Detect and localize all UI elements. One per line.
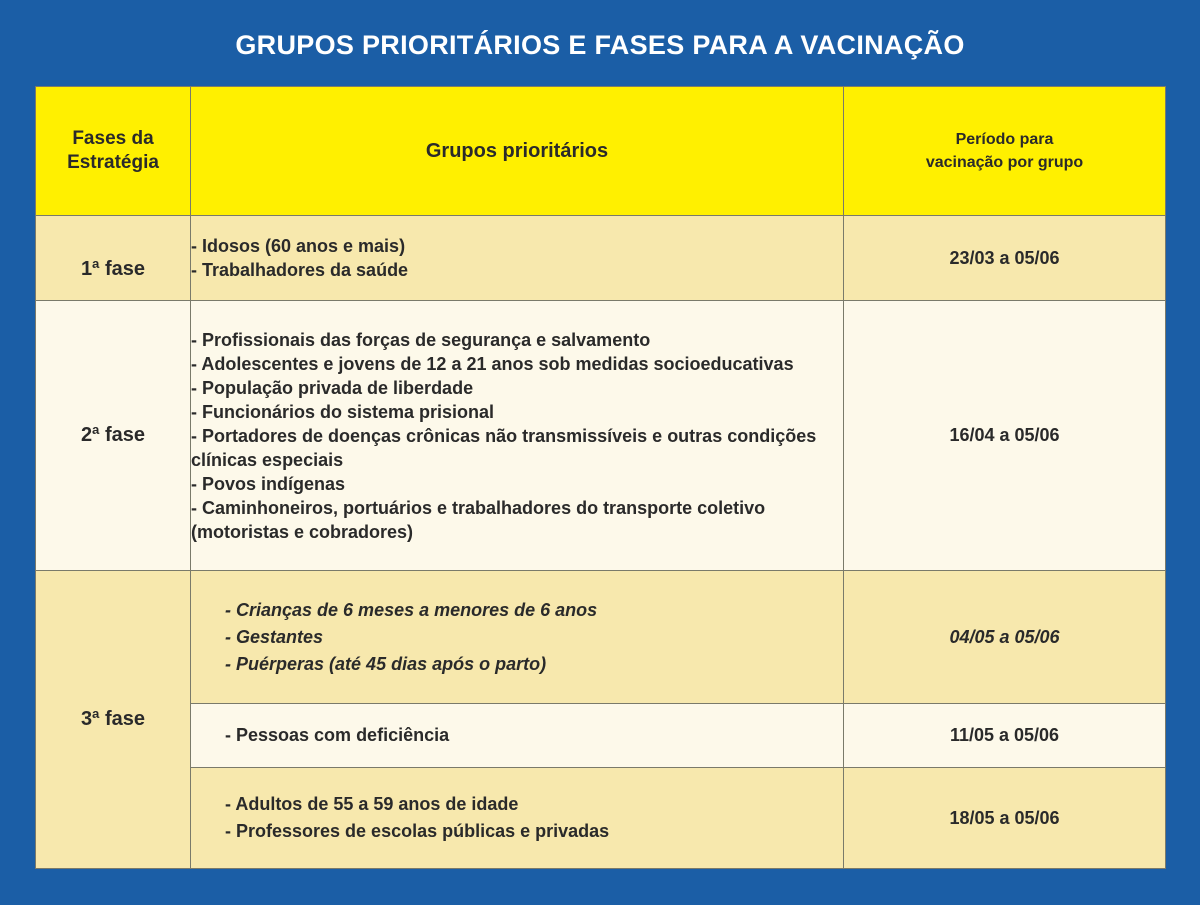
groups-cell [191, 768, 844, 869]
group-item: - Puérperas (até 45 dias após o parto) [225, 653, 547, 674]
page-title: GRUPOS PRIORITÁRIOS E FASES PARA A VACINAÇÃO [235, 30, 965, 60]
table-row-fase2 [36, 301, 1166, 571]
header-phase-line2: Estratégia [67, 152, 159, 173]
period-cell: 23/03 a 05/06 [844, 216, 1166, 301]
groups-cell [191, 571, 844, 704]
header-row [36, 87, 1166, 216]
table-row-fase3b [36, 704, 1166, 768]
group-item: - Adolescentes e jovens de 12 a 21 anos sob medidas socioeducativas [191, 353, 794, 374]
group-item: - Idosos (60 anos e mais) [191, 236, 406, 256]
group-item: - Caminhoneiros, portuários e trabalhadores do transporte coletivo (motoristas e cobradores) [191, 497, 766, 542]
header-phase-line1: Fases da [72, 128, 154, 149]
header-period-line2: vacinação por grupo [925, 154, 1084, 171]
group-item: - Funcionários do sistema prisional [191, 401, 495, 422]
group-item: - Professores de escolas públicas e privadas [225, 821, 610, 841]
table-row-fase3a [36, 571, 1166, 704]
group-item: - Adultos de 55 a 59 anos de idade [225, 794, 519, 814]
period-cell: 04/05 a 05/06 [844, 571, 1166, 704]
group-item: - Portadores de doenças crônicas não transmissíveis e outras condições clínicas especiais [191, 425, 817, 470]
groups-cell [191, 301, 844, 571]
phase-label: 1ª fase [80, 257, 146, 280]
period-cell: 11/05 a 05/06 [844, 704, 1166, 768]
phase-cell: 2ª fase [36, 301, 191, 571]
phase-cell: 3ª fase [36, 571, 191, 869]
header-groups: Grupos prioritários [191, 87, 844, 216]
phase-cell [36, 216, 191, 301]
header-period-line1: Período para [955, 131, 1054, 148]
header-phase [36, 87, 191, 216]
groups-cell [191, 704, 844, 768]
groups-cell [191, 216, 844, 301]
period-cell: 18/05 a 05/06 [844, 768, 1166, 869]
group-item: - Profissionais das forças de segurança e salvamento [191, 329, 651, 350]
period-cell: 16/04 a 05/06 [844, 301, 1166, 571]
group-item: - Pessoas com deficiência [225, 725, 450, 745]
table-row-fase3c [36, 768, 1166, 869]
table-row-fase1 [36, 216, 1166, 301]
vaccination-table [35, 86, 1166, 869]
group-item: - Trabalhadores da saúde [191, 260, 409, 280]
header-period [844, 87, 1166, 216]
group-item: - População privada de liberdade [191, 377, 474, 398]
group-item: - Povos indígenas [191, 473, 346, 494]
group-item: - Crianças de 6 meses a menores de 6 anos [225, 599, 598, 620]
group-item: - Gestantes [225, 626, 324, 647]
